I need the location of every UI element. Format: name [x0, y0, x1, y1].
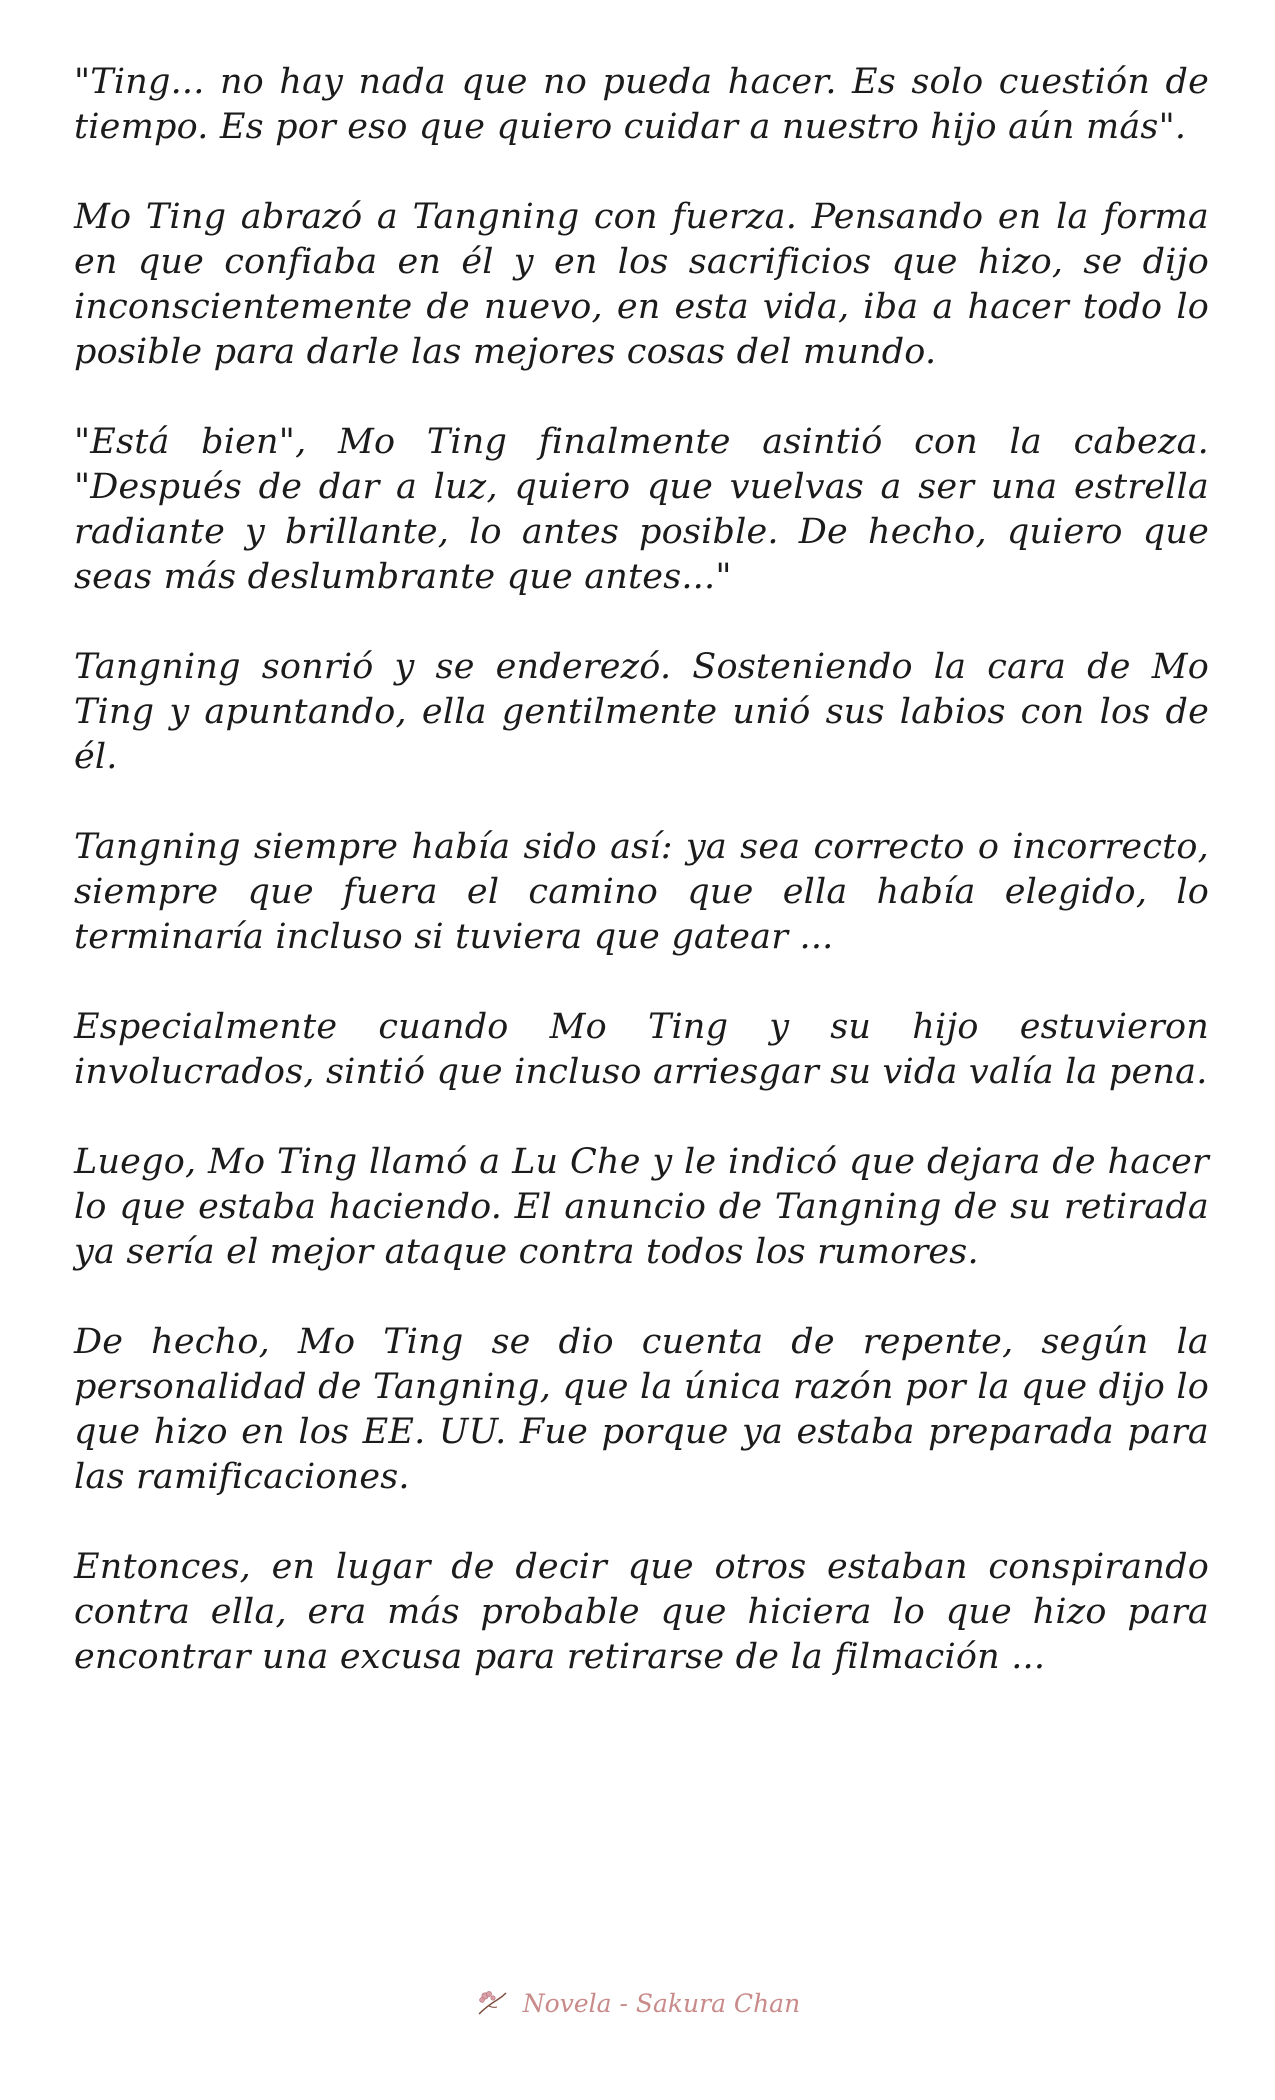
- document-body: [74, 60, 1209, 1725]
- paragraph-8: De hecho, Mo Ting se dio cuenta de repente, según la personalidad de Tangning, que la única razón por la que dijo lo que hizo en los EE. UU. Fue porque ya estaba preparada para las ramificaciones.: [74, 1322, 1209, 1497]
- footer-watermark: [0, 1988, 1275, 2018]
- paragraph-9: Entonces, en lugar de decir que otros estaban conspirando contra ella, era más probable que hiciera lo que hizo para encontrar una excusa para retirarse de la filmación ...: [74, 1547, 1209, 1677]
- paragraph-4: Tangning sonrió y se enderezó. Sosteniendo la cara de Mo Ting y apuntando, ella gentilmente unió sus labios con los de él.: [74, 647, 1209, 777]
- paragraph-6: Especialmente cuando Mo Ting y su hijo estuvieron involucrados, sintió que incluso arriesgar su vida valía la pena.: [74, 1007, 1209, 1092]
- paragraph-2: Mo Ting abrazó a Tangning con fuerza. Pensando en la forma en que confiaba en él y en los sacrificios que hizo, se dijo inconscientemente de nuevo, en esta vida, iba a hacer todo lo posible para darle las mejores cosas del mundo.: [74, 197, 1209, 372]
- paragraph-5: Tangning siempre había sido así: ya sea correcto o incorrecto, siempre que fuera el camino que ella había elegido, lo terminaría incluso si tuviera que gatear ...: [74, 827, 1209, 957]
- paragraph-3: "Está bien", Mo Ting finalmente asintió con la cabeza. "Después de dar a luz, quiero que vuelvas a ser una estrella radiante y brillante, lo antes posible. De hecho, quiero que seas más deslumbrante que antes...": [74, 422, 1209, 597]
- footer-label: Novela - Sakura Chan: [522, 1989, 801, 2018]
- paragraph-1: "Ting... no hay nada que no pueda hacer. Es solo cuestión de tiempo. Es por eso que quiero cuidar a nuestro hijo aún más".: [74, 62, 1209, 147]
- paragraph-7: Luego, Mo Ting llamó a Lu Che y le indicó que dejara de hacer lo que estaba haciendo. El anuncio de Tangning de su retirada ya sería el mejor ataque contra todos los rumores.: [74, 1142, 1209, 1272]
- sakura-flower-icon: [475, 1988, 509, 2016]
